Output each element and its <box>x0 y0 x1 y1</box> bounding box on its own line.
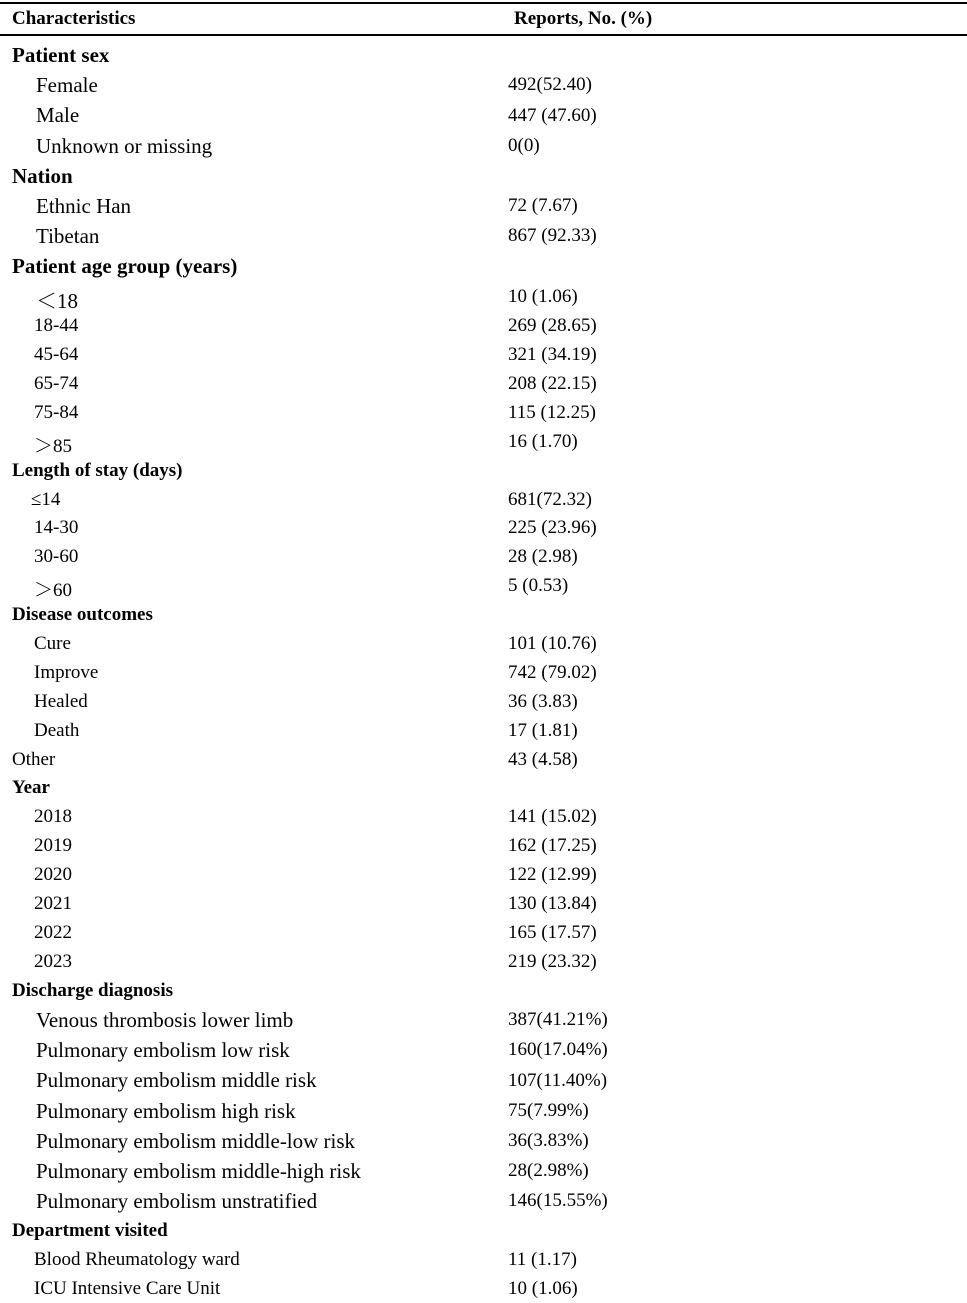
row-value: 141 (15.02) <box>508 806 597 828</box>
row-label: Venous thrombosis lower limb <box>36 1008 294 1033</box>
table-row <box>0 572 967 601</box>
section-header-row <box>0 774 967 803</box>
section-header-row <box>0 161 967 191</box>
row-value: 146(15.55%) <box>508 1190 608 1212</box>
section-header-row <box>0 976 967 1005</box>
row-label: 2018 <box>34 806 72 828</box>
section-header-row <box>0 1216 967 1245</box>
row-value: 10 (1.06) <box>508 285 578 307</box>
row-label: Pulmonary embolism unstratified <box>36 1189 318 1214</box>
row-label: 75-84 <box>34 401 79 423</box>
row-value: 162 (17.25) <box>508 835 597 857</box>
table-row <box>0 1186 967 1216</box>
section-label: Disease outcomes <box>12 604 153 626</box>
row-label: Pulmonary embolism middle risk <box>36 1068 317 1093</box>
row-label: ≤14 <box>31 488 61 510</box>
row-value: 321 (34.19) <box>508 344 597 366</box>
table-row <box>0 282 967 312</box>
row-label: 30-60 <box>34 546 79 568</box>
table-top-rule <box>0 2 967 4</box>
row-value: 28(2.98%) <box>508 1160 589 1182</box>
row-label: 14-30 <box>34 517 79 539</box>
table-row <box>0 485 967 514</box>
row-value: 225 (23.96) <box>508 517 597 539</box>
section-header-row <box>0 251 967 281</box>
row-label: 45-64 <box>34 344 79 366</box>
row-value: 219 (23.32) <box>508 950 597 972</box>
row-value: 492(52.40) <box>508 74 592 96</box>
row-value: 16 (1.70) <box>508 430 578 452</box>
row-label: Death <box>34 719 80 741</box>
section-header-row <box>0 40 967 70</box>
section-header-row <box>0 601 967 630</box>
table-row <box>0 100 967 130</box>
row-label: Female <box>36 73 98 98</box>
row-label: Pulmonary embolism high risk <box>36 1098 296 1123</box>
row-value: 11 (1.17) <box>508 1248 577 1270</box>
row-label: Pulmonary embolism middle-high risk <box>36 1159 361 1184</box>
table-row <box>0 1274 967 1303</box>
table-row <box>0 1096 967 1126</box>
row-value: 742 (79.02) <box>508 661 597 683</box>
row-label: 2023 <box>34 950 72 972</box>
table-header-rule <box>0 34 967 36</box>
row-value: 36(3.83%) <box>508 1129 589 1151</box>
row-value: 75(7.99%) <box>508 1099 589 1121</box>
table-row <box>0 427 967 456</box>
table-row <box>0 890 967 919</box>
section-label: Length of stay (days) <box>12 459 183 481</box>
table-row <box>0 1035 967 1065</box>
row-label: ＞60 <box>34 580 73 602</box>
table-row <box>0 191 967 221</box>
section-label: Patient age group (years) <box>12 254 238 279</box>
section-label: Year <box>12 777 50 799</box>
row-value: 72 (7.67) <box>508 195 578 217</box>
row-label: Ethnic Han <box>36 193 132 218</box>
row-value: 17 (1.81) <box>508 719 578 741</box>
row-value: 115 (12.25) <box>508 401 596 423</box>
row-value: 165 (17.57) <box>508 921 597 943</box>
table-row <box>0 745 967 774</box>
table-row <box>0 398 967 427</box>
row-label: 2021 <box>34 893 72 915</box>
table-row <box>0 1005 967 1035</box>
column-header-characteristics: Characteristics <box>12 8 136 29</box>
table-row <box>0 832 967 861</box>
section-label: Patient sex <box>12 43 110 68</box>
table-row <box>0 1126 967 1156</box>
table-row <box>0 369 967 398</box>
table-row <box>0 1156 967 1186</box>
column-header-reports: Reports, No. (%) <box>514 8 653 29</box>
row-value: 269 (28.65) <box>508 315 597 337</box>
row-label: Improve <box>34 661 99 683</box>
row-label: Unknown or missing <box>36 133 213 158</box>
row-value: 107(11.40%) <box>508 1069 608 1091</box>
row-value: 28 (2.98) <box>508 546 578 568</box>
table-row <box>0 947 967 976</box>
row-label: Pulmonary embolism middle-low risk <box>36 1128 356 1153</box>
row-label: Male <box>36 103 80 128</box>
table-row <box>0 716 967 745</box>
row-label: Healed <box>34 690 88 712</box>
row-label: 2020 <box>34 864 72 886</box>
row-value: 0(0) <box>508 134 540 156</box>
row-label: 2019 <box>34 835 72 857</box>
row-value: 681(72.32) <box>508 488 592 510</box>
row-label: Cure <box>34 633 71 654</box>
table-row <box>0 687 967 716</box>
section-header-row <box>0 456 967 485</box>
row-label: ICU Intensive Care Unit <box>34 1277 221 1299</box>
row-value: 10 (1.06) <box>508 1277 578 1299</box>
table-row <box>0 803 967 832</box>
table-row <box>0 543 967 572</box>
section-label: Nation <box>12 163 73 188</box>
table-body <box>0 40 967 1303</box>
row-label: ＜18 <box>36 288 78 313</box>
row-value: 43 (4.58) <box>508 748 578 770</box>
table-row <box>0 1065 967 1095</box>
section-label: Discharge diagnosis <box>12 979 173 1001</box>
row-value: 5 (0.53) <box>508 575 569 597</box>
row-value: 387(41.21%) <box>508 1009 608 1031</box>
row-label: Tibetan <box>36 224 100 249</box>
row-value: 130 (13.84) <box>508 893 597 915</box>
row-value: 36 (3.83) <box>508 690 578 712</box>
row-value: 160(17.04%) <box>508 1039 608 1061</box>
table-row <box>0 918 967 947</box>
row-value: 101 (10.76) <box>508 633 597 654</box>
row-label: ＞85 <box>34 435 73 457</box>
table-row <box>0 514 967 543</box>
table-row <box>0 341 967 370</box>
table-row <box>0 312 967 341</box>
row-label: Pulmonary embolism low risk <box>36 1038 290 1063</box>
row-label: Blood Rheumatology ward <box>34 1248 240 1270</box>
row-value: 867 (92.33) <box>508 225 597 247</box>
table-row <box>0 629 967 658</box>
row-label: 18-44 <box>34 315 79 337</box>
table-row <box>0 861 967 890</box>
row-label: 2022 <box>34 921 72 943</box>
section-label: Department visited <box>12 1219 168 1241</box>
row-value: 122 (12.99) <box>508 864 597 886</box>
row-label: 65-74 <box>34 372 79 394</box>
row-value: 208 (22.15) <box>508 372 597 394</box>
table-row <box>0 658 967 687</box>
row-value: 447 (47.60) <box>508 104 597 126</box>
table-row <box>0 1245 967 1274</box>
table-row <box>0 221 967 251</box>
table-row <box>0 131 967 161</box>
row-label: Other <box>12 748 56 770</box>
table-row <box>0 70 967 100</box>
